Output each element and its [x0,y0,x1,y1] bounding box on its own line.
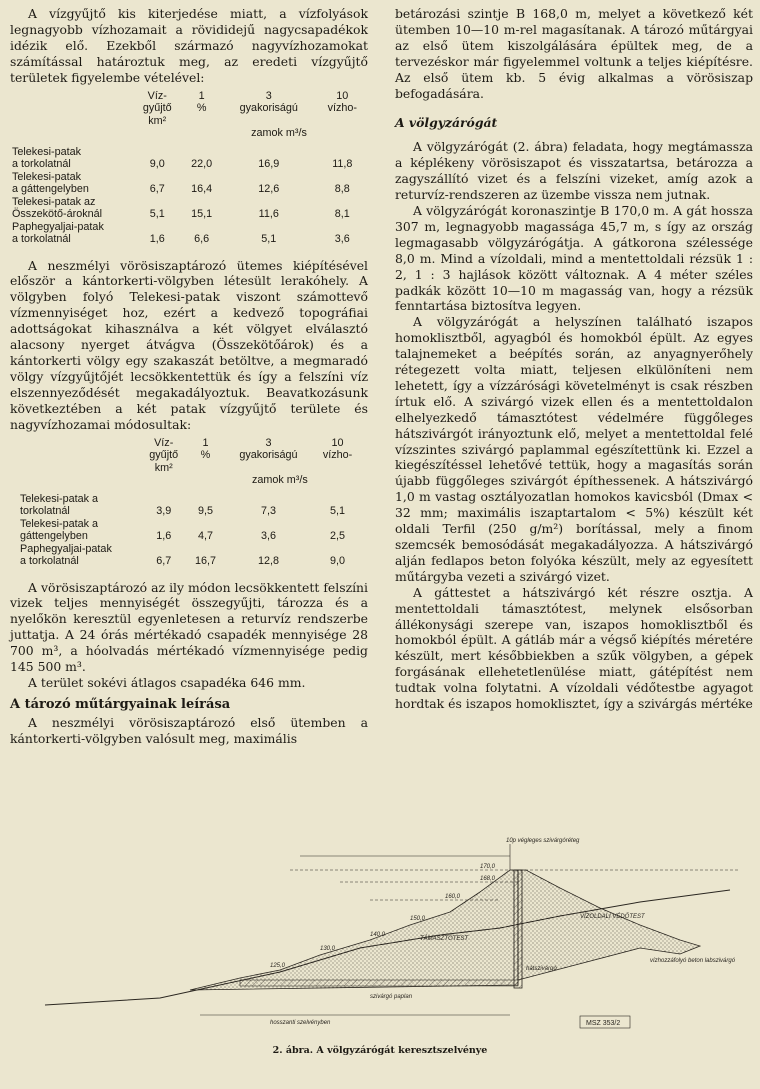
table-row: Telekesi-patak a gáttengelyben 6,7 16,4 12,6 8,8 [12,170,350,196]
right-paragraph-3: A völgyzárógát koronaszintje B 170,0 m. A gát hossza 307 m, legnagyobb magassága 45,7 m, s így az ország legmagasabb völgyzárógátja. A gátkorona szélessége 8,0 m. Mind a vízoldali, mind a mentettoldali rézsük 1 : 2, 1 : 3 hajlások között változnak. A 4 méter széles padkák között 10—10 m magasság van, hogy a rézsük fenntartása biztosítva legyen. [395,202,753,314]
drain-blanket [240,980,518,986]
left-column [10,6,368,747]
table-row: Telekesi-patak az Összekötő-ároknál 5,1 15,1 11,6 8,1 [12,195,350,221]
right-column [395,6,753,712]
label-top-note: 10p végleges szivárgóréteg [506,838,580,844]
table-row: Paphegyaljai-patak a torkolatnál 1,6 6,6 5,1 3,6 [12,220,350,246]
figure-caption: 2. ábra. A völgyzárógát keresztszelvénye [272,1045,488,1056]
label-support-body: TÁMASZTÓTEST [420,936,468,942]
header-percent: 1 % [196,89,207,115]
dam-support-body [190,870,518,990]
header-unit: zamok m³/s [251,127,307,140]
level-label: 150,0 [410,916,426,922]
label-blanket: szivárgó paplan [370,994,413,1000]
level-label: 140,0 [370,932,386,938]
subsection-heading: A völgyzárógát [395,115,498,131]
dam-cross-section-figure [40,830,740,1045]
header-catchment: Víz- gyűjtő km² [142,89,172,127]
label-toe: vízhozzáfolyó beton labszivárgó [650,958,736,964]
left-paragraph-3: A vörösiszaptározó az ily módon lecsökkentett felszíni vizek teljes mennyiségét összegyűjti, tározza és a nyelőkön keresztül egyenletesen a returvíz rendszerbe juttatja. A 24 órás mértékadó csapadék mennyisége 28 700 m³, a hóolvadás mértékadó vízmennyisége pedig 145 500 m³. [10,579,368,675]
right-paragraph-2: A völgyzárógát (2. ábra) feladata, hogy megtámassza a képlékeny vörösiszapot és visszatartsa, betározza a zagyszállító vizet és a felszíni vizeket, amíg azok a returvíz-rendszeren az üzembe vissza nem jutnak. [395,139,753,203]
table-row: Telekesi-patak a torkolatnál 9,0 22,0 16,9 11,8 [12,145,353,171]
right-paragraph-4: A völgyzárógát a helyszínen található iszapos homoklisztből, agyagból és homokból épült. Az egyes talajnemeket a beépítés során, az anyagnyerőhely rétegezett volta miatt, teljesen elkülöníteni nem lehetett, így a vízzárósági követelményt is csak részben írtuk elő. A szivárgó vizek ellen és a mentettoldalon elhelyezkedő támasztótest védelmére függőleges hátszivárgót irányoztunk elő, melyet a mentettoldal felé vízszintes szivárgó paplammal egészítettünk ki. Ezzel a kiegészítéssel lehetővé tettük, hogy a magasítás során újabb függőleges szivárgót építhessenek. A hátszivárgó 1,0 m vastag osztályozatlan homokos kavicsból (Dmax < 32 mm; maximális iszaptartalom < 5%) készült két oldali Terfil (250 g/m²) borítással, mely a finom szemcsék bemosódását megakadályozza. A hátszivárgó alján fedlapos beton folyóka készült, mely az egyesített műtárgyba vezeti a szivárgó vizet. [395,314,753,584]
header-discharge: 10 vízho- [327,89,357,115]
level-label: 160,0 [445,894,461,900]
left-paragraph-5: A neszmélyi vörösiszaptározó első ütemben a kántorkerti-völgyben valósult meg, maximális [10,714,368,746]
level-label: 170,0 [480,864,496,870]
left-paragraph-4: A terület sokévi átlagos csapadéka 646 mm. [28,674,306,690]
left-paragraph-2: A neszmélyi vörösiszaptározó ütemes kiépítésével először a kántorkerti-völgyben létesült lerakóhely. A völgyben folyó Telekesi-patak viszont számottevő vízmennyiséget hoz, ezért a kedvező topográfiai adottságokat kihasználva a két völgyet elválasztó alacsony nyerget átvágva (Összekötőárok) és a kántorkerti völgy egy szakaszát betöltve, a megmaradó völgy vízgyűjtőjét lecsökkentettük és így a felszíni víz elszennyeződését megakadályoztuk. Beavatkozásunk következtében a két patak vízgyűjtő területe és nagyvízhozamai módosultak: [10,257,368,432]
standard-stamp: MSZ 353/2 [586,1020,621,1027]
flood-discharge-table-original [10,90,368,246]
header-frequency: 3 gyakoriságú [239,89,298,115]
table-header-row: Víz- gyűjtő km² 1 % 3 gyakoriságú 10 vízho- [149,436,353,474]
label-base: hosszanti szelvényben [270,1020,331,1026]
label-drain: hátszivárgó [526,966,557,972]
level-label: 125,0 [270,963,286,969]
table-row: Paphegyaljai-patak a torkolatnál 6,7 16,7 12,8 9,0 [20,542,346,567]
label-protective-body: VÍZOLDALI VÉDŐTEST [580,914,645,920]
left-paragraph-1: A vízgyűjtő kis kiterjedése miatt, a vízfolyások legnagyobb vízhozamait a rövididejű nagycsapadékok idézik elő. Ezekből származó nagyvízhozamokat számítással határoztuk meg, az eredeti vízgyűjtő területek figyelembe vételével: [10,6,368,85]
table-header-row [10,90,368,128]
table-row: Telekesi-patak a torkolatnál 3,9 9,5 7,3 5,1 [20,492,346,517]
section-heading: A tározó műtárgyainak leírása [10,696,231,712]
vertical-drain [514,870,522,988]
level-label: 168,0 [480,876,496,882]
level-label: 130,0 [320,946,336,952]
right-paragraph-5: A gáttestet a hátszivárgó két részre osztja. A mentettoldali támasztótest, melynek elsősorban állékonysági szerepe van, iszapos homoklisztből és homokból épült. A gátláb már a végső kiépítés méretére készült, mert későbbiekben a szűk völgyben, a gépek forgásának ellehetetlenülése miatt, gátépítést nem tudtak volna folytatni. A vízoldali védőtestbe agyagot hordtak és iszapos homoklisztet, így a szivárgás mértéke [395,584,753,712]
right-paragraph-1: betározási szintje B 168,0 m, melyet a következő két ütemben 10—10 m-rel magasítanak. A tározó műtárgyai az első ütem kiszolgálására épültek meg, de a tervezéskor már figyelemmel voltunk a teljes kiépítésre. Az első ütem kb. 5 évig alkalmas a vörösiszap befogadására. [395,6,753,101]
flood-discharge-table-modified: Víz- gyűjtő km² 1 % 3 gyakoriságú 10 vízho- zamok m³/s Telekesi-patak a torkolatnál 3,9 9,5 7,3 5,1 Telekesi-patak a gáttengelyben 1,6 4,7 3,6 2,5 Paphegyaljai-patak a torkolatnál 6,7 16,7 12,8 9,0 [18,437,362,568]
table-row: Telekesi-patak a gáttengelyben 1,6 4,7 3,6 2,5 [20,517,346,542]
